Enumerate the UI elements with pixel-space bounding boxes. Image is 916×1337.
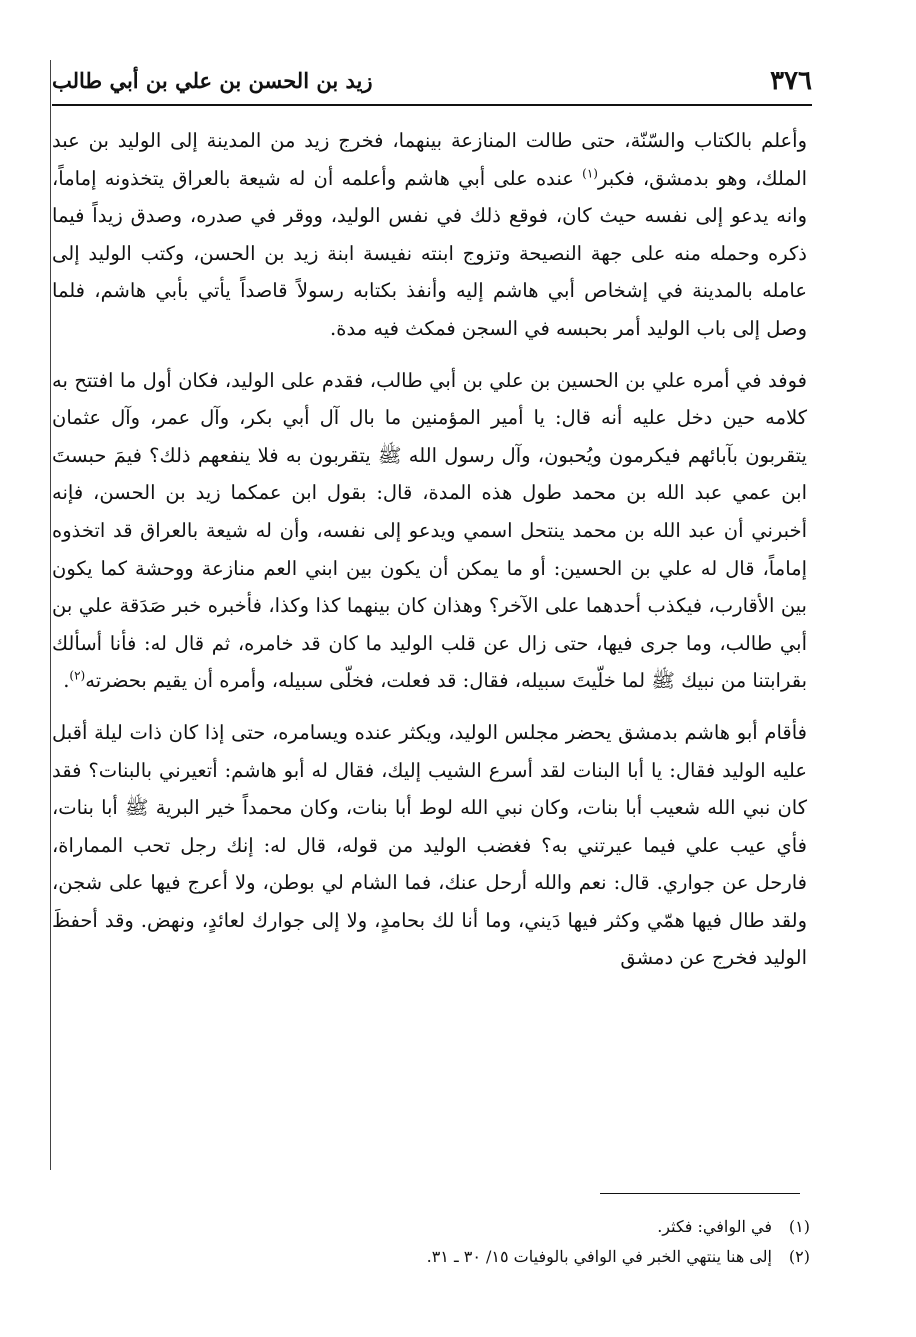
footnote-rule [600,1193,800,1194]
paragraph-text: وأعلم بالكتاب والسّنّة، حتى طالت المنازعة بينهما، فخرج زيد من المدينة إلى الوليد بن عبد الملك، وهو بدمشق، فكبر [52,129,807,190]
page-number: ٣٧٦ [770,66,812,96]
header-rule [52,104,812,106]
footnote-number: (٢) [788,1247,810,1266]
footnote-reference: (٢) [69,668,86,683]
footnote-reference: (١) [582,166,598,181]
footnotes [52,1212,810,1272]
page-binding-edge [50,60,51,1170]
paragraph-text: فأقام أبو هاشم بدمشق يحضر مجلس الوليد، ويكثر عنده ويسامره، حتى إذا كان ذات ليلة أقبل عليه الوليد فقال: يا أبا البنات لقد أسرع الشيب إليك، فقال له أبو هاشم: أتعيرني بالبنات؟ فقد كان نبي الله شعيب أبا بنات، وكان نبي الله لوط أبا بنات، وكان محمداً خير البرية ﷺ أبا بنات، فأي عيب علي فيما عيرتني به؟ فغضب الوليد من قوله، قال له: إنك رجل تحب المماراة، فارحل عن جواري. قال: نعم والله أرحل عنك، فما الشام لي بوطن، ولا أعرج فيها على شجن، ولقد طال فيها همّي وكثر فيها دَيني، وما أنا لك بحامدٍ، ولا إلى جوارك لعائدٍ، ونهض. وقد أحفظَ الوليد فخرج عن دمشق [52,720,807,970]
running-title: زيد بن الحسن بن علي بن أبي طالب [52,68,373,93]
footnote-number: (١) [788,1217,810,1236]
paragraph [52,122,807,348]
footnote-text: إلى هنا ينتهي الخبر في الوافي بالوفيات ١٥/ ٣٠ ـ ٣١. [426,1247,772,1266]
paragraph [52,362,807,700]
footnote-text: في الوافي: فكثر. [657,1217,772,1236]
paragraph-text: فوفد في أمره علي بن الحسين بن علي بن أبي طالب، فقدم على الوليد، فكان أول ما افتتح به كلامه حين دخل عليه أنه قال: يا أمير المؤمنين ما بال آل أبي بكر، وآل عمر، وآل عثمان يتقربون بآبائهم فيكرمون ويُحبون، وآل رسول الله ﷺ يتقربون به فلا ينفعهم ذلك؟ فيمَ حبستَ ابن عمي عبد الله بن محمد طول هذه المدة، قال: بقول ابن عمكما زيد بن الحسن، فإنه أخبرني أن عبد الله بن محمد ينتحل اسمي ويدعو إلى نفسه، وأن له شيعة بالعراق قد اتخذوه إماماً، قال له علي بن الحسين: أو ما يمكن أن يكون بين ابني العم منازعة ووحشة كما يكون بين الأقارب، فيكذب أحدهما على الآخر؟ وهذان كان بينهما كذا وكذا، فأخبره خبر صَدَقة علي بن أبي طالب، وما جرى فيها، حتى زال عن قلب الوليد ما كان قد خامره، ثم قال له: فأنا أسألك بقرابتنا من نبيك ﷺ لما خلّيتَ سبيله، فقال: قد فعلت، فخلّى سبيله، وأمره أن يقيم بحضرته [52,368,807,693]
paragraph-text: عنده على أبي هاشم وأعلمه أن له شيعة بالعراق يتخذونه إماماً، وانه يدعو إلى نفسه حيث كان، فوقع ذلك في نفس الوليد، ووقر في صدره، وصدق زيداً فيما ذكره وحمله منه على جهة النصيحة وتزوج ابنته نفيسة ابنة زيد بن الحسن، وكتب الوليد إلى عامله بالمدينة في إشخاص أبي هاشم إليه وأنفذ بكتابه رسولاً قاصداً يأتي بأبي هاشم، فلما وصل إلى باب الوليد أمر بحبسه في السجن فمكث فيه مدة. [52,166,807,340]
footnote [52,1242,810,1272]
footnote [52,1212,810,1242]
page-header [52,64,812,104]
main-text [52,122,807,977]
paragraph [52,714,807,977]
paragraph-text: . [63,669,70,693]
